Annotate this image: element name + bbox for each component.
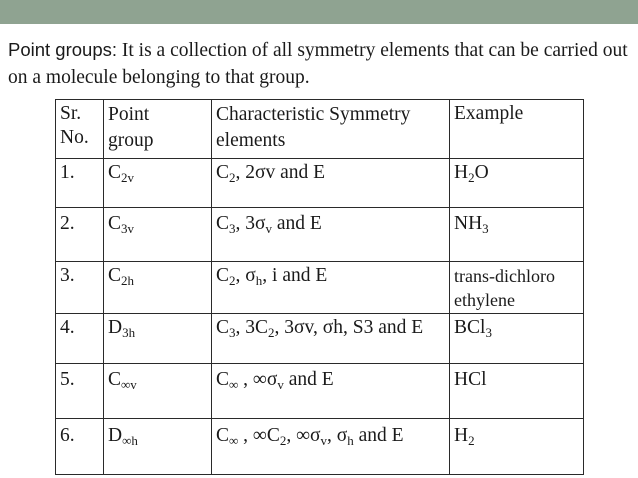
point-group-symbol: C	[108, 265, 122, 286]
symmetry-subscript: ∞	[229, 433, 239, 448]
symmetry-elements-cell	[212, 419, 450, 475]
example-text: BCl	[454, 317, 486, 338]
symmetry-text: , i and E	[262, 265, 328, 286]
symmetry-subscript: 2	[229, 170, 236, 185]
symmetry-text: , 3σv, σh, S3 and E	[274, 317, 424, 338]
symmetry-elements-cell	[212, 208, 450, 262]
symmetry-subscript: 2	[229, 273, 236, 288]
symmetry-subscript: h	[347, 433, 354, 448]
symmetry-text: , σ	[327, 425, 348, 446]
symmetry-text: , ∞C	[238, 425, 280, 446]
symmetry-text: , ∞σ	[286, 425, 321, 446]
symmetry-text: C	[216, 162, 230, 183]
symmetry-text: C	[216, 425, 230, 446]
table-row	[56, 262, 584, 314]
sr-no-text: 3.	[60, 265, 75, 286]
example-cell	[450, 419, 584, 475]
example-subscript: 2	[468, 170, 475, 185]
sr-no-text: 6.	[60, 425, 75, 446]
sr-no-cell	[56, 419, 104, 475]
symmetry-subscript: 3	[229, 325, 236, 340]
example-cell	[450, 364, 584, 419]
slide-header-bar	[0, 0, 638, 24]
point-group-subscript: 3h	[122, 325, 136, 340]
symmetry-subscript: 2	[268, 325, 275, 340]
point-group-subscript: 2v	[121, 170, 135, 185]
sr-no-cell	[56, 159, 104, 208]
symmetry-subscript: ∞	[229, 377, 239, 392]
symmetry-subscript: v	[277, 377, 284, 392]
symmetry-text: , 2σv and E	[235, 162, 326, 183]
point-group-table	[55, 99, 584, 475]
example-subscript: 3	[485, 325, 492, 340]
sr-no-text: 5.	[60, 369, 75, 390]
header-ce-line2: elements	[216, 130, 286, 151]
symmetry-text: , 3C	[235, 317, 269, 338]
sr-no-text: 4.	[60, 317, 75, 338]
point-group-subscript: ∞h	[122, 433, 138, 448]
symmetry-text: , 3σ	[235, 213, 266, 234]
example-cell	[450, 208, 584, 262]
header-example-text: Example	[454, 103, 524, 124]
sr-no-text: 2.	[60, 213, 75, 234]
table-row	[56, 159, 584, 208]
point-group-cell	[104, 159, 212, 208]
example-text: NH	[454, 213, 483, 234]
point-group-cell	[104, 364, 212, 419]
example-cell	[450, 262, 584, 314]
symmetry-text: C	[216, 213, 230, 234]
table-row	[56, 419, 584, 475]
header-sr-no	[56, 100, 104, 159]
example-text: O	[474, 162, 489, 183]
table-header-row	[56, 100, 584, 159]
symmetry-text: and E	[283, 369, 334, 390]
table-row	[56, 314, 584, 364]
sr-no-cell	[56, 262, 104, 314]
sr-no-cell	[56, 314, 104, 364]
symmetry-text: and E	[272, 213, 322, 234]
point-group-cell	[104, 314, 212, 364]
point-group-symbol: C	[108, 213, 122, 234]
point-group-cell	[104, 419, 212, 475]
symmetry-subscript: v	[320, 433, 328, 448]
sr-no-text: 1.	[60, 162, 75, 183]
symmetry-text: C	[216, 265, 230, 286]
example-text: HCl	[454, 369, 487, 390]
symmetry-text: , ∞σ	[238, 369, 278, 390]
example-text-line: ethylene	[454, 290, 515, 310]
intro-label: Point groups:	[8, 39, 118, 60]
point-group-cell	[104, 208, 212, 262]
point-group-symbol: D	[108, 317, 123, 338]
sr-no-cell	[56, 208, 104, 262]
example-subscript: 3	[482, 221, 489, 236]
symmetry-elements-cell	[212, 364, 450, 419]
symmetry-text: C	[216, 369, 230, 390]
example-text: H	[454, 425, 469, 446]
point-group-subscript: 2h	[121, 273, 135, 288]
symmetry-text: C	[216, 317, 230, 338]
symmetry-subscript: 3	[229, 221, 236, 236]
header-example	[450, 100, 584, 159]
example-subscript: 2	[468, 433, 475, 448]
symmetry-subscript: 2	[279, 433, 287, 448]
symmetry-subscript: v	[265, 221, 273, 236]
header-pg-line2: group	[108, 130, 154, 151]
table-row	[56, 364, 584, 419]
intro-text: It is a collection of all symmetry elements that can be carried out on a molecule belonging to that group.	[8, 40, 628, 88]
header-pg-line1: Point	[108, 104, 150, 125]
symmetry-subscript: h	[255, 273, 263, 288]
header-sr-line1: Sr.	[60, 103, 82, 124]
point-group-symbol: D	[108, 425, 123, 446]
table-row	[56, 208, 584, 262]
symmetry-elements-cell	[212, 314, 450, 364]
sr-no-cell	[56, 364, 104, 419]
point-group-symbol: C	[108, 369, 122, 390]
intro-paragraph	[8, 36, 630, 91]
header-ce-line1: Characteristic Symmetry	[216, 104, 411, 125]
point-group-symbol: C	[108, 162, 122, 183]
point-group-cell	[104, 262, 212, 314]
header-point-group	[104, 100, 212, 159]
point-group-subscript: 3v	[121, 221, 135, 236]
example-cell	[450, 314, 584, 364]
symmetry-elements-cell	[212, 159, 450, 208]
point-group-subscript: ∞v	[121, 377, 137, 392]
header-sr-line2: No.	[60, 127, 89, 148]
example-text: H	[454, 162, 469, 183]
symmetry-text: , σ	[235, 265, 256, 286]
symmetry-elements-cell	[212, 262, 450, 314]
example-cell	[450, 159, 584, 208]
example-text-line: trans-dichloro	[454, 266, 555, 286]
header-characteristic	[212, 100, 450, 159]
symmetry-text: and E	[353, 425, 404, 446]
